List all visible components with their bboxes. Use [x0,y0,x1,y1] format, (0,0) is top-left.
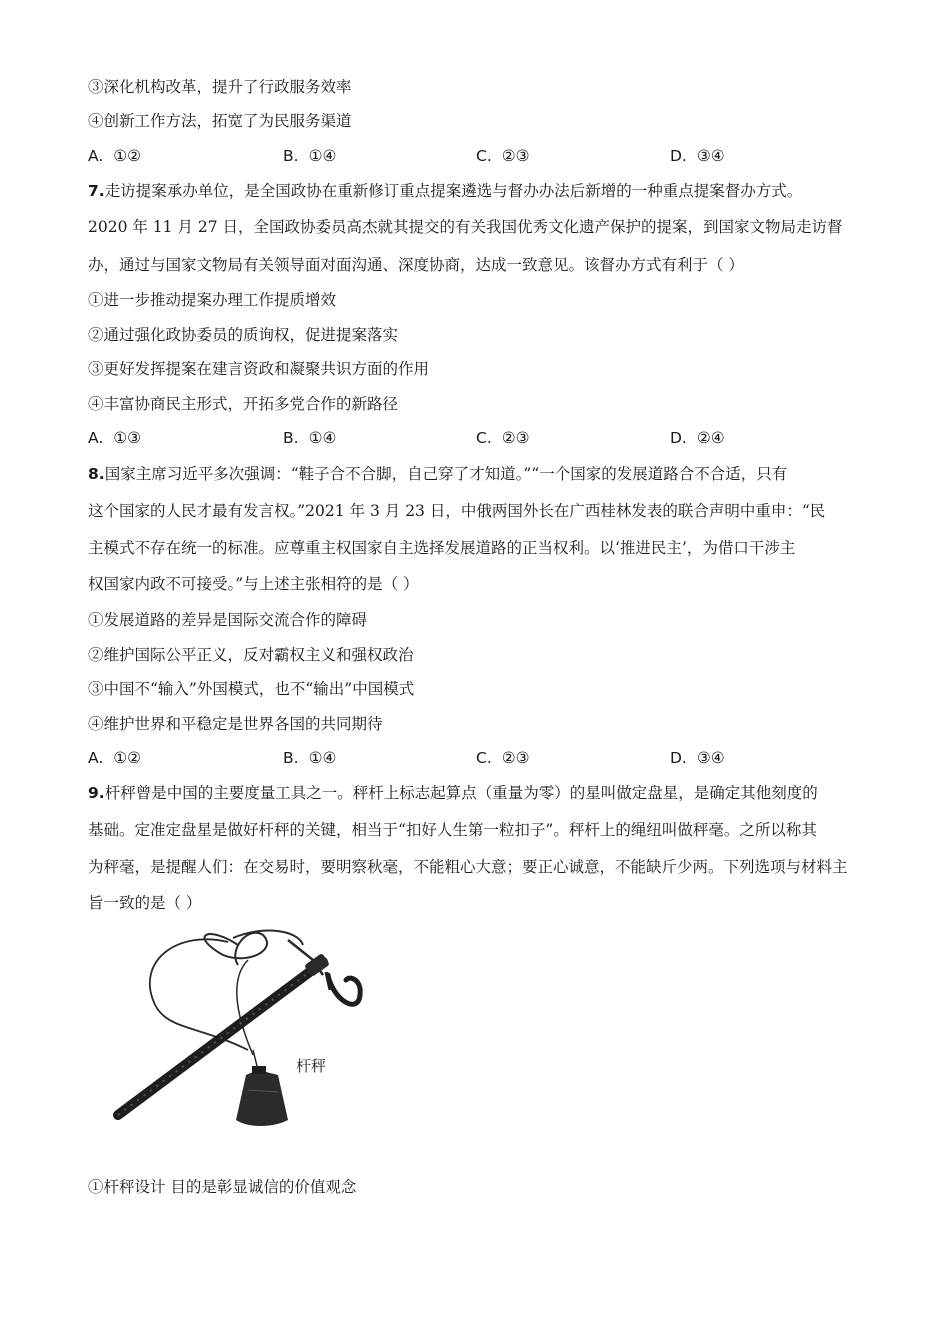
q7-item-2: ②通过强化政协委员的质询权，促进提案落实 [88,326,399,344]
q7-stem-line-1: 7.走访提案承办单位，是全国政协在重新修订重点提案遴选与督办办法后新增的一种重点提案督办方式。 [88,182,803,200]
q7-stem-line-3: 办，通过与国家文物局有关领导面对面沟通、深度协商，达成一致意见。该督办方式有利于（ ） [88,256,744,274]
q7-option-b[interactable]: B. ①④ [283,429,337,447]
q6-item-4: ④创新工作方法，拓宽了为民服务渠道 [88,112,352,130]
q9-number: 9. [88,784,105,802]
q7-item-1: ①进一步推动提案办理工作提质增效 [88,291,337,309]
q9-stem-line-3: 为秤毫，是提醒人们：在交易时，要明察秋毫，不能粗心大意；要正心诚意，不能缺斤少两。下列选项与材料主 [88,858,848,876]
q8-option-c[interactable]: C. ②③ [476,749,530,767]
q7-option-c[interactable]: C. ②③ [476,429,530,447]
q7-number: 7. [88,182,105,200]
steelyard-image [88,920,378,1145]
q8-option-d[interactable]: D. ③④ [670,749,725,767]
q7-stem-line-2: 2020 年 11 月 27 日，全国政协委员高杰就其提交的有关我国优秀文化遗产保护的提案，到国家文物局走访督 [88,218,843,236]
q8-item-4: ④维护世界和平稳定是世界各国的共同期待 [88,715,383,733]
q9-stem-line-1: 9.杆秤曾是中国的主要度量工具之一。秤杆上标志起算点（重量为零）的星叫做定盘星，是确定其他刻度的 [88,784,818,802]
q7-options [88,428,868,448]
q8-options [88,748,868,768]
q8-option-b[interactable]: B. ①④ [283,749,337,767]
q8-option-a[interactable]: A. ①② [88,749,142,767]
q8-stem-line-1: 8.国家主席习近平多次强调：“鞋子合不合脚，自己穿了才知道。”“一个国家的发展道路合不合适，只有 [88,465,788,483]
q6-item-3: ③深化机构改革，提升了行政服务效率 [88,78,352,96]
q6-option-d[interactable]: D. ③④ [670,147,725,165]
q9-stem-line-2: 基础。定准定盘星是做好杆秤的关键，相当于“扣好人生第一粒扣子”。秤杆上的绳纽叫做秤毫。之所以称其 [88,821,817,839]
q7-item-4: ④丰富协商民主形式，开拓多党合作的新路径 [88,395,399,413]
q8-item-1: ①发展道路的差异是国际交流合作的障碍 [88,611,368,629]
q8-number: 8. [88,465,105,483]
q6-options [88,146,868,166]
q7-item-3: ③更好发挥提案在建言资政和凝聚共识方面的作用 [88,360,430,378]
q7-option-d[interactable]: D. ②④ [670,429,725,447]
q9-item-1: ①杆秤设计 目的是彰显诚信的价值观念 [88,1178,357,1196]
q9-stem-line-4: 旨一致的是（ ） [88,894,202,912]
q8-item-2: ②维护国际公平正义，反对霸权主义和强权政治 [88,646,414,664]
q8-stem-line-4: 权国家内政不可接受。”与上述主张相符的是（ ） [88,575,419,593]
q6-option-b[interactable]: B. ①④ [283,147,337,165]
q7-option-a[interactable]: A. ①③ [88,429,142,447]
figure-caption: 杆秤 [296,1057,327,1075]
q8-stem-line-3: 主模式不存在统一的标准。应尊重主权国家自主选择发展道路的正当权利。以‘推进民主’，为借口干涉主 [88,539,796,557]
q6-option-c[interactable]: C. ②③ [476,147,530,165]
q8-item-3: ③中国不“输入”外国模式，也不“输出”中国模式 [88,680,415,698]
q6-option-a[interactable]: A. ①② [88,147,142,165]
q8-stem-line-2: 这个国家的人民才最有发言权。”2021 年 3 月 23 日，中俄两国外长在广西桂林发表的联合声明中重申：“民 [88,502,826,520]
